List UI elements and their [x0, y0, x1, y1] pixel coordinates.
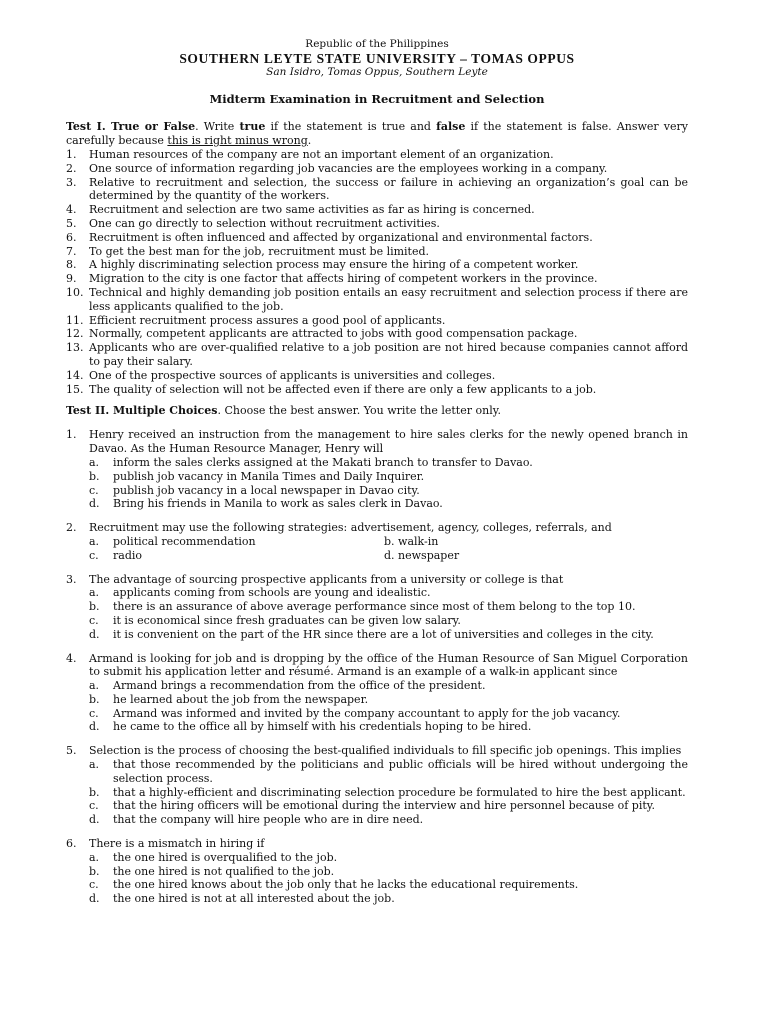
test2-instructions [66, 404, 688, 418]
choice-text: that the hiring officers will be emotional during the interview and hire personnel because of pity. [113, 799, 656, 813]
choice-text: Armand brings a recommendation from the office of the president. [113, 679, 486, 693]
test1-instr-end: . [307, 134, 312, 147]
item-text: Relative to recruitment and selection, the success or failure in achieving an organization’s goal can be determined by the quantity of the workers. [89, 175, 688, 203]
choice [89, 878, 688, 892]
choice-text: Bring his friends in Manila to work as sales clerk in Davao. [113, 497, 443, 511]
test1-label: Test I. True or False [66, 120, 196, 133]
test2-label: Test II. Multiple Choices [66, 404, 218, 418]
tf-item [66, 203, 688, 217]
item-number: 8. [66, 258, 77, 272]
choice-text: that the company will hire people who are in dire need. [113, 813, 424, 827]
choice-letter: a. [89, 455, 100, 469]
item-text: The quality of selection will not be affected even if there are only a few applicants to a job. [89, 382, 597, 396]
choice [89, 693, 688, 707]
choice [89, 707, 688, 721]
item-number: 14. [66, 368, 84, 382]
choice-letter: a. [89, 586, 100, 600]
test1-instr-b: if the statement is true and [265, 120, 437, 133]
true-false-list [66, 148, 688, 396]
tf-item [66, 231, 688, 245]
choice-letter: d. [89, 813, 100, 827]
item-text: Technical and highly demanding job position entails an easy recruitment and selection process if there are less applicants qualified to the job. [89, 285, 688, 313]
choice-text: the one hired is not qualified to the job. [113, 864, 335, 878]
item-number: 4. [66, 203, 77, 217]
item-number: 13. [66, 341, 84, 355]
choice-text: it is economical since fresh graduates can be given low salary. [113, 613, 461, 627]
right-minus-wrong: this is right minus wrong [167, 134, 308, 147]
tf-item [66, 327, 688, 341]
choice [89, 799, 688, 813]
choice-letter: b. [89, 692, 100, 706]
question-2 [66, 521, 688, 562]
choice-letter: d. [89, 497, 100, 511]
choice-grid [66, 535, 688, 563]
choice [89, 628, 688, 642]
question-stem: The advantage of sourcing prospective applicants from a university or college is that [89, 572, 564, 586]
choice-letter: c. [89, 483, 99, 497]
word-false: false [436, 120, 466, 133]
item-number: 5. [66, 216, 77, 230]
tf-item [66, 341, 688, 369]
choice-text: that a highly-efficient and discriminating selection procedure be formulated to hire the best applicant. [113, 785, 686, 799]
question-stem: Recruitment may use the following strategies: advertisement, agency, colleges, referrals, and [89, 521, 612, 535]
choice-letter: c. [89, 706, 99, 720]
tf-item [66, 314, 688, 328]
choice [89, 786, 688, 800]
document-header [66, 38, 688, 79]
item-text: Migration to the city is one factor that affects hiring of competent workers in the province. [89, 272, 598, 286]
choice [89, 484, 688, 498]
choice-letter: c. [89, 878, 99, 892]
choice [89, 851, 688, 865]
item-text: Human resources of the company are not an important element of an organization. [89, 148, 554, 161]
choice [384, 549, 688, 563]
choice-letter: d. [89, 627, 100, 641]
question-number: 3. [66, 572, 77, 586]
question-4 [66, 652, 688, 735]
republic-line: Republic of the Philippines [305, 38, 449, 50]
question-stem: Selection is the process of choosing the best-qualified individuals to fill specific job openings. This implies [89, 744, 682, 758]
choice-text: the one hired is not at all interested about the job. [113, 892, 395, 906]
tf-item [66, 272, 688, 286]
choice [89, 497, 688, 511]
item-text: One of the prospective sources of applicants is universities and colleges. [89, 368, 496, 382]
choice-letter: b. [89, 785, 100, 799]
question-stem: Henry received an instruction from the management to hire sales clerks for the newly opened branch in Davao. As the Human Resource Manager, Henry will [89, 428, 688, 456]
choice-letter: a. [89, 679, 100, 693]
choice [89, 470, 688, 484]
item-text: A highly discriminating selection process may ensure the hiring of a competent worker. [89, 258, 579, 272]
item-number: 7. [66, 244, 77, 258]
question-stem: There is a mismatch in hiring if [89, 837, 265, 851]
item-number: 1. [66, 148, 77, 161]
item-number: 6. [66, 230, 77, 244]
item-text: Recruitment is often influenced and affected by organizational and environmental factors. [89, 230, 593, 244]
choice [89, 549, 384, 563]
choice-letter: b. [89, 469, 100, 483]
item-number: 2. [66, 161, 77, 175]
item-text: Normally, competent applicants are attracted to jobs with good compensation package. [89, 327, 578, 341]
question-number: 4. [66, 651, 77, 665]
choice [89, 679, 688, 693]
item-number: 12. [66, 327, 84, 341]
question-5 [66, 744, 688, 827]
choice-text: that those recommended by the politicians and public officials will be hired without undergoing the selection process. [113, 758, 688, 785]
tf-item [66, 176, 688, 204]
tf-item [66, 162, 688, 176]
choice-list [66, 851, 688, 906]
choice [89, 600, 688, 614]
choice [89, 892, 688, 906]
item-text: One source of information regarding job vacancies are the employees working in a company. [89, 161, 608, 175]
choice [89, 758, 688, 786]
item-number: 11. [66, 313, 84, 327]
choice [89, 813, 688, 827]
tf-item [66, 148, 688, 162]
choice-letter: a. [89, 534, 100, 548]
choice [89, 614, 688, 628]
item-number: 15. [66, 382, 84, 396]
item-text: Applicants who are over-qualified relative to a job position are not hired because companies cannot afford to pay their salary. [89, 341, 688, 368]
tf-item [66, 245, 688, 259]
test1-instructions [66, 120, 688, 148]
tf-item [66, 383, 688, 397]
choice-letter: a. [89, 758, 100, 772]
choice-letter: a. [89, 850, 100, 864]
question-stem: Armand is looking for job and is dropping by the office of the Human Resource of San Miguel Corporation to submit his application letter and résumé. Armand is an example of a walk-in applicant since [89, 651, 688, 679]
choice-text: he learned about the job from the newspaper. [113, 692, 369, 706]
item-text: Efficient recruitment process assures a good pool of applicants. [89, 313, 446, 327]
question-6 [66, 837, 688, 906]
test2-instr: . Choose the best answer. You write the letter only. [217, 404, 501, 418]
item-number: 9. [66, 272, 77, 286]
choice [89, 586, 688, 600]
question-3 [66, 573, 688, 642]
tf-item [66, 217, 688, 231]
question-number: 6. [66, 837, 77, 851]
item-text: Recruitment and selection are two same activities as far as hiring is concerned. [89, 203, 535, 217]
choice-text: the one hired is overqualified to the job. [113, 850, 338, 864]
choice-letter: d. [89, 720, 100, 734]
choice-text: b. walk-in [384, 534, 439, 548]
choice-letter: d. [89, 892, 100, 906]
question-number: 1. [66, 428, 77, 442]
item-text: One can go directly to selection without recruitment activities. [89, 216, 440, 230]
choice-text: radio [113, 548, 142, 562]
exam-title: Midterm Examination in Recruitment and Selection [209, 92, 545, 106]
question-1 [66, 428, 688, 511]
choice-list [66, 758, 688, 827]
question-number: 5. [66, 744, 77, 758]
choice [89, 865, 688, 879]
choice-text: inform the sales clerks assigned at the Makati branch to transfer to Davao. [113, 455, 533, 469]
choice-text: applicants coming from schools are young and idealistic. [113, 586, 431, 600]
test1-instr-c: if the statement is false. Answer very carefully because [66, 120, 688, 147]
item-number: 3. [66, 175, 77, 189]
choice-text: the one hired knows about the job only that he lacks the educational requirements. [113, 878, 579, 892]
choice-list [66, 679, 688, 734]
choice-letter: c. [89, 613, 99, 627]
tf-item [66, 258, 688, 272]
choice [89, 720, 688, 734]
choice-letter: b. [89, 864, 100, 878]
choice-text: it is convenient on the part of the HR since there are a lot of universities and colleges in the city. [113, 627, 654, 641]
choice-letter: c. [89, 799, 99, 813]
item-text: To get the best man for the job, recruitment must be limited. [89, 244, 430, 258]
choice-text: there is an assurance of above average performance since most of them belong to the top 10. [113, 600, 636, 614]
choice-text: d. newspaper [384, 548, 460, 562]
word-true: true [239, 120, 266, 133]
choice-text: political recommendation [113, 534, 256, 548]
question-number: 2. [66, 521, 77, 535]
item-number: 10. [66, 285, 84, 299]
choice-list [66, 586, 688, 641]
choice-letter: b. [89, 600, 100, 614]
choice-text: Armand was informed and invited by the company accountant to apply for the job vacancy. [113, 706, 621, 720]
choice-text: publish job vacancy in a local newspaper in Davao city. [113, 483, 420, 497]
university-name: SOUTHERN LEYTE STATE UNIVERSITY – TOMAS OPPUS [179, 51, 575, 66]
choice-letter: c. [89, 548, 99, 562]
choice-text: publish job vacancy in Manila Times and Daily Inquirer. [113, 469, 425, 483]
test1-instr-a: . Write [195, 120, 240, 133]
university-address: San Isidro, Tomas Oppus, Southern Leyte [266, 66, 488, 78]
tf-item [66, 286, 688, 314]
choice [89, 456, 688, 470]
choice [384, 535, 688, 549]
choice [89, 535, 384, 549]
tf-item [66, 369, 688, 383]
choice-list [66, 456, 688, 511]
choice-text: he came to the office all by himself with his credentials hoping to be hired. [113, 720, 532, 734]
